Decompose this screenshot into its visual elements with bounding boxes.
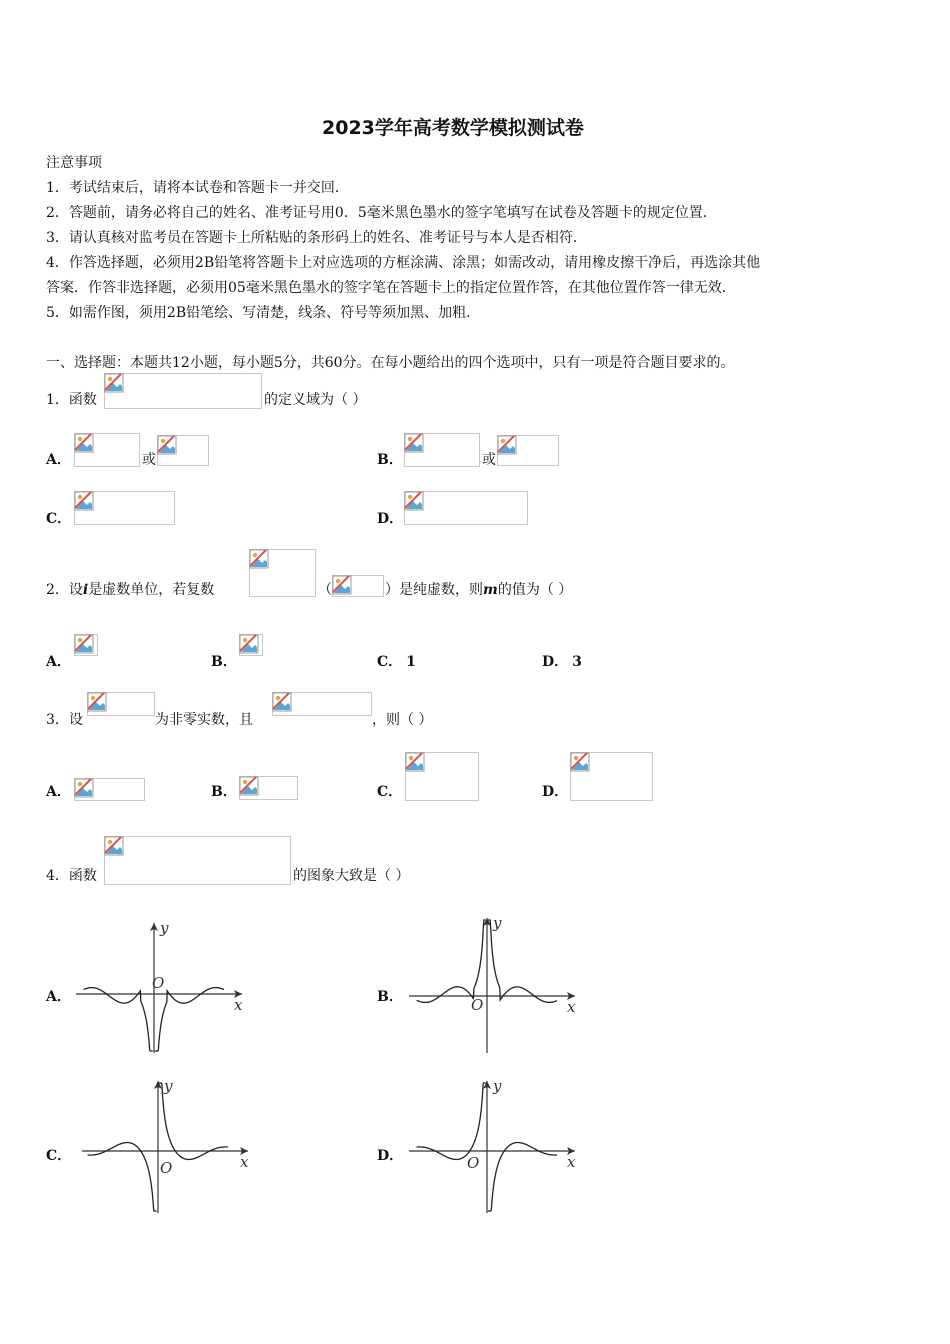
y-axis-label: y bbox=[493, 1077, 502, 1095]
q2-stem-tail bbox=[385, 579, 572, 599]
q2-stem-post: 的值为（ ） bbox=[497, 582, 573, 598]
x-axis-label: x bbox=[234, 996, 243, 1014]
q4-stem-pre: 4．函数 bbox=[46, 868, 97, 884]
q2-option-b-image bbox=[239, 634, 263, 656]
broken-image-icon bbox=[405, 752, 425, 772]
q2-fraction-image bbox=[249, 549, 316, 597]
q1-option-a-label: A． bbox=[46, 452, 71, 468]
q2-condition-image bbox=[332, 575, 384, 597]
q1-option-a-or: 或 bbox=[142, 452, 156, 468]
q3-option-b-label: B． bbox=[211, 784, 237, 800]
origin-label: O bbox=[152, 974, 165, 992]
q3-option-c-image bbox=[405, 752, 479, 801]
notice-item: 1．考试结束后，请将本试卷和答题卡一并交回． bbox=[46, 180, 349, 196]
x-axis-label: x bbox=[567, 998, 576, 1016]
broken-image-icon bbox=[157, 435, 177, 455]
q3-stem-post: ，则（ ） bbox=[372, 712, 433, 728]
broken-image-icon bbox=[404, 491, 424, 511]
notice-item: 答案．作答非选择题，必须用05毫米黑色墨水的签字笔在答题卡上的指定位置作答，在其他位置作答一律无效． bbox=[46, 280, 736, 296]
q1-option-d-label: D． bbox=[377, 511, 404, 527]
q1-option-a-image-2 bbox=[157, 435, 209, 466]
broken-image-icon bbox=[249, 549, 269, 569]
q1-stem-post: 的定义域为（ ） bbox=[264, 392, 367, 408]
q4-function-image bbox=[104, 836, 291, 885]
broken-image-icon bbox=[104, 373, 124, 393]
q3-option-b-image bbox=[239, 776, 298, 800]
q3-option-c-label: C． bbox=[377, 784, 403, 800]
broken-image-icon bbox=[272, 692, 292, 712]
q1-option-b-image-2 bbox=[497, 435, 559, 466]
q1-option-c-label: C． bbox=[46, 511, 72, 527]
q2-stem bbox=[46, 579, 214, 599]
origin-label: O bbox=[467, 1154, 480, 1172]
q4-option-c-label: C． bbox=[46, 1148, 72, 1164]
q2-option-c-value: 1 bbox=[406, 654, 416, 670]
q2-paren-open: （ bbox=[318, 582, 332, 598]
q2-option-b-label: B． bbox=[211, 654, 237, 670]
broken-image-icon bbox=[239, 634, 259, 654]
notice-item: 3．请认真核对监考员在答题卡上所粘贴的条形码上的姓名、准考证号与本人是否相符． bbox=[46, 230, 587, 246]
q2-var-m: m bbox=[483, 582, 498, 598]
broken-image-icon bbox=[497, 435, 517, 455]
q2-stem-mid2: ）是纯虚数，则 bbox=[385, 582, 483, 598]
section-heading: 一、选择题：本题共12小题，每小题5分，共60分。在每小题给出的四个选项中，只有一项是符合题目要求的。 bbox=[46, 355, 735, 371]
broken-image-icon bbox=[332, 575, 352, 595]
broken-image-icon bbox=[74, 433, 94, 453]
q2-option-d bbox=[542, 651, 582, 671]
q2-stem-pre: 2．设 bbox=[46, 582, 83, 598]
broken-image-icon bbox=[74, 778, 94, 798]
q3-option-d-label: D． bbox=[542, 784, 569, 800]
broken-image-icon bbox=[570, 752, 590, 772]
q3-condition-image bbox=[272, 692, 372, 716]
q2-option-d-value: 3 bbox=[572, 654, 582, 670]
notice-item: 5．如需作图，须用2B铅笔绘、写清楚，线条、符号等须加黑、加粗． bbox=[46, 305, 481, 321]
q4-graph-d bbox=[405, 1073, 585, 1215]
q3-variables-image bbox=[87, 692, 155, 716]
q1-option-b-or: 或 bbox=[482, 452, 496, 468]
q2-option-d-label: D． bbox=[542, 654, 569, 670]
broken-image-icon bbox=[87, 692, 107, 712]
q2-var-i: i bbox=[82, 582, 89, 598]
q4-graph-a bbox=[72, 915, 252, 1055]
x-axis-label: x bbox=[567, 1153, 576, 1171]
broken-image-icon bbox=[104, 836, 124, 856]
q2-stem-mid1: 是虚数单位，若复数 bbox=[88, 582, 215, 598]
broken-image-icon bbox=[74, 491, 94, 511]
q4-stem-post: 的图象大致是（ ） bbox=[293, 868, 410, 884]
q2-option-a-image bbox=[74, 634, 98, 656]
notice-item: 4．作答选择题，必须用2B铅笔将答题卡上对应选项的方框涂满、涂黑；如需改动，请用橡皮擦干净后，再选涂其他 bbox=[46, 255, 761, 271]
q1-formula-image bbox=[104, 373, 262, 409]
x-axis-label: x bbox=[240, 1153, 249, 1171]
q1-option-a-image-1 bbox=[74, 433, 140, 467]
q4-option-a-label: A． bbox=[46, 989, 71, 1005]
notice-heading: 注意事项 bbox=[46, 155, 102, 171]
q3-stem-mid: 为非零实数，且 bbox=[155, 712, 253, 728]
origin-label: O bbox=[471, 996, 484, 1014]
y-axis-label: y bbox=[164, 1077, 173, 1095]
q2-option-c-label: C． bbox=[377, 654, 403, 670]
origin-label: O bbox=[160, 1159, 173, 1177]
q1-option-d-image bbox=[404, 491, 528, 525]
q1-stem-pre: 1．函数 bbox=[46, 392, 97, 408]
broken-image-icon bbox=[404, 433, 424, 453]
q3-option-a-image bbox=[74, 778, 145, 801]
q4-option-d-label: D． bbox=[377, 1148, 404, 1164]
broken-image-icon bbox=[239, 776, 259, 796]
q3-stem-pre: 3．设 bbox=[46, 712, 83, 728]
q3-option-a-label: A． bbox=[46, 784, 71, 800]
q2-option-a-label: A． bbox=[46, 654, 71, 670]
y-axis-label: y bbox=[493, 914, 502, 932]
q4-graph-c bbox=[78, 1073, 258, 1215]
q4-option-b-label: B． bbox=[377, 989, 403, 1005]
q1-option-b-label: B． bbox=[377, 452, 403, 468]
q1-option-c-image bbox=[74, 491, 175, 525]
page-title: 2023学年高考数学模拟测试卷 bbox=[322, 117, 584, 139]
q2-option-c bbox=[377, 651, 416, 671]
y-axis-label: y bbox=[160, 919, 169, 937]
q1-option-b-image-1 bbox=[404, 433, 480, 467]
q4-graph-b bbox=[405, 910, 585, 1055]
q3-option-d-image bbox=[570, 752, 653, 801]
notice-item: 2．答题前，请务必将自己的姓名、准考证号用0．5毫米黑色墨水的签字笔填写在试卷及答题卡的规定位置． bbox=[46, 205, 717, 221]
broken-image-icon bbox=[74, 634, 94, 654]
